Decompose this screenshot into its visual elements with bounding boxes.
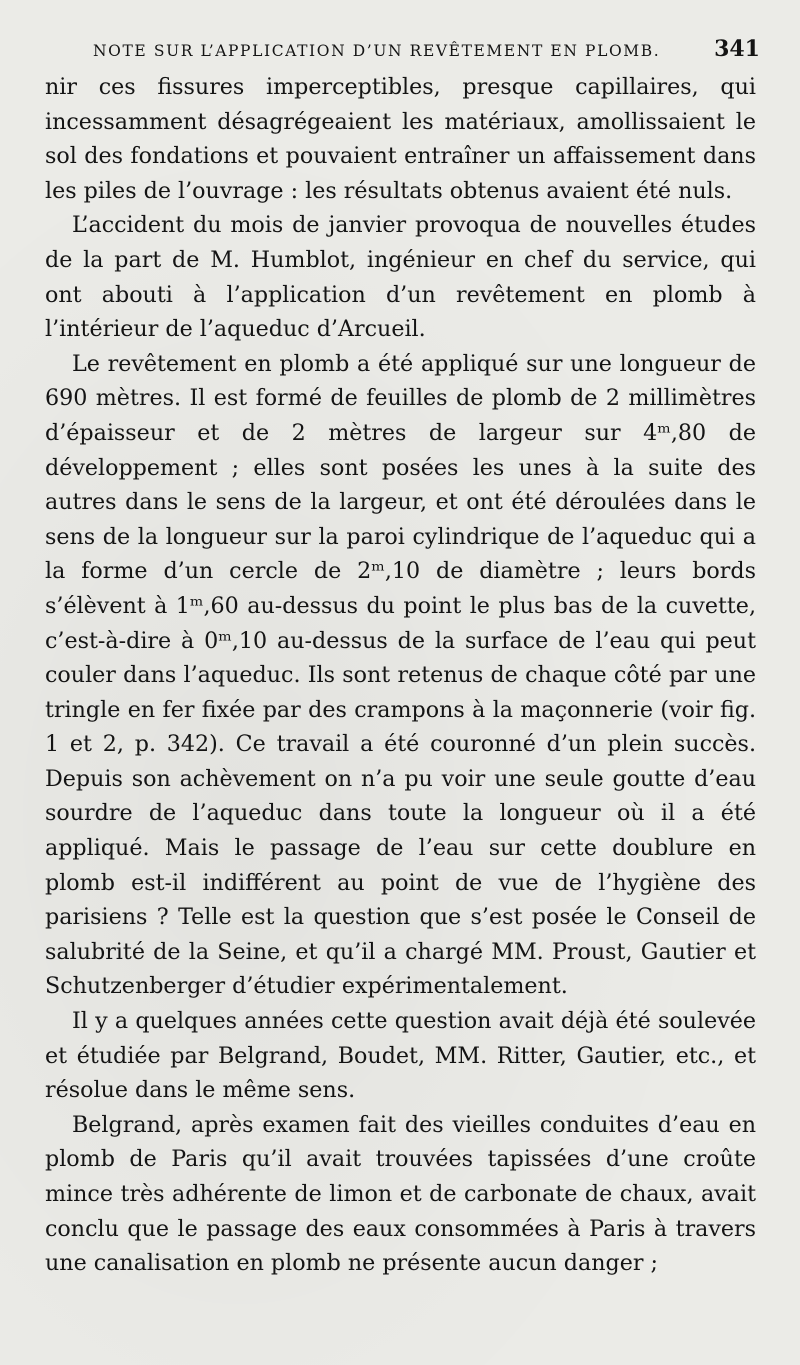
running-header: [93, 36, 760, 70]
paragraph: nir ces fissures imperceptibles, presque capillaires, qui incessamment désagrégeaient les matériaux, amollissaient le sol des fondations et pouvaient entraîner un affaissement dans les piles de l’ouvrage : les résultats obtenus avaient été nuls.: [45, 74, 756, 204]
page-number: 341: [714, 36, 760, 62]
paragraph: Le revêtement en plomb a été appliqué sur une longueur de 690 mètres. Il est formé de feuilles de plomb de 2 millimètres d’épaisseur et de 2 mètres de largeur sur 4ᵐ,80 de développement ; elles sont posées les unes à la suite des autres dans le sens de la largeur, et ont été déroulées dans le sens de la longueur sur la paroi cylindrique de l’aqueduc qui a la forme d’un cercle de 2ᵐ,10 de diamètre ; leurs bords s’élèvent à 1ᵐ,60 au-dessus du point le plus bas de la cuvette, c’est-à-dire à 0ᵐ,10 au-dessus de la surface de l’eau qui peut couler dans l’aqueduc. Ils sont retenus de chaque côté par une tringle en fer fixée par des crampons à la maçonnerie (voir fig. 1 et 2, p. 342). Ce travail a été couronné d’un plein succès. Depuis son achèvement on n’a pu voir une seule goutte d’eau sourdre de l’aqueduc dans toute la longueur où il a été appliqué. Mais le passage de l’eau sur cette doublure en plomb est-il indifférent au point de vue de l’hygiène des parisiens ? Telle est la question que s’est posée le Conseil de salubrité de la Seine, et qu’il a chargé MM. Proust, Gautier et Schutzenberger d’étudier expérimentalement.: [45, 350, 756, 1000]
body-text: [45, 70, 756, 1281]
paragraph: Belgrand, après examen fait des vieilles conduites d’eau en plomb de Paris qu’il avait trouvées tapissées d’une croûte mince très adhérente de limon et de carbonate de chaux, avait conclu que le passage des eaux consommées à Paris à travers une canalisation en plomb ne présente aucun danger ;: [45, 1111, 756, 1277]
paragraph: L’accident du mois de janvier provoqua de nouvelles études de la part de M. Humblot, ingénieur en chef du service, qui ont abouti à l’application d’un revêtement en plomb à l’intérieur de l’aqueduc d’Arcueil.: [45, 212, 756, 343]
running-title: NOTE SUR L’APPLICATION D’UN REVÊTEMENT EN PLOMB.: [93, 42, 661, 60]
paragraph: Il y a quelques années cette question avait déjà été soulevée et étudiée par Belgrand, Boudet, MM. Ritter, Gautier, etc., et résolue dans le même sens.: [45, 1008, 756, 1104]
